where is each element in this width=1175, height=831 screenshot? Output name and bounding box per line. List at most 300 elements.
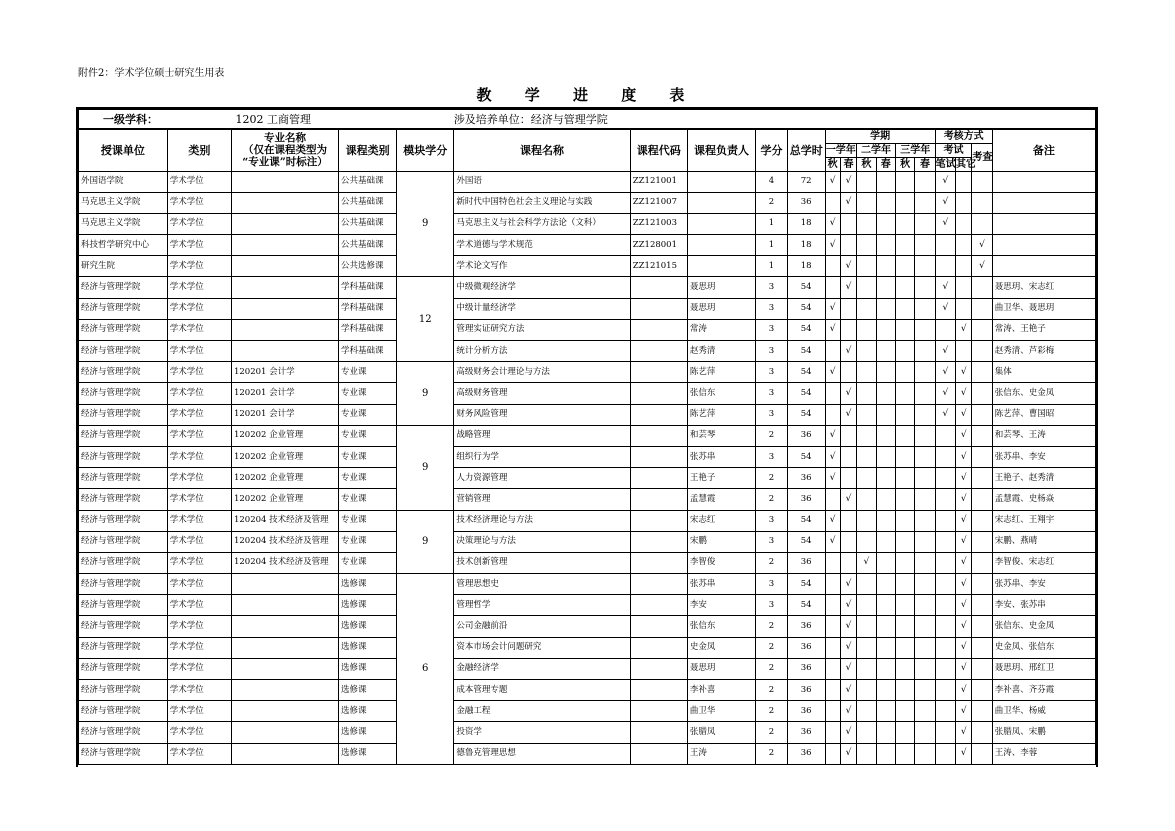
- cell-semester-y3-autumn: [895, 277, 914, 298]
- cell-unit: 马克思主义学院: [79, 192, 168, 213]
- cell-major: [231, 637, 338, 658]
- cell-semester-y3-autumn: [895, 341, 914, 362]
- cell-assess-check: [972, 362, 992, 383]
- cell-hours: 36: [787, 616, 825, 637]
- cell-semester-y1-autumn: [825, 658, 840, 679]
- cell-unit: 经济与管理学院: [79, 595, 168, 616]
- cell-semester-y1-spring: √: [840, 637, 856, 658]
- cell-remarks: 李补喜、齐芬霞: [992, 680, 1095, 701]
- table-row: [79, 362, 1096, 383]
- cell-unit: 经济与管理学院: [79, 468, 168, 489]
- cell-assess-written: [935, 256, 955, 277]
- cell-remarks: 宋鹏、燕晴: [992, 531, 1095, 552]
- cell-hours: 18: [787, 256, 825, 277]
- cell-hours: 54: [787, 531, 825, 552]
- cell-course-type: 公共选修课: [339, 256, 397, 277]
- cell-assess-check: [972, 531, 992, 552]
- cell-course-name: 外国语: [454, 171, 630, 192]
- cell-course-name: 人力资源管理: [454, 468, 630, 489]
- cell-credit: 1: [756, 256, 788, 277]
- cell-hours: 54: [787, 446, 825, 467]
- col-header-remarks: 备注: [992, 129, 1095, 171]
- cell-semester-y1-autumn: [825, 404, 840, 425]
- cell-major: [231, 680, 338, 701]
- cell-semester-y2-spring: [876, 595, 895, 616]
- cell-category: 学术学位: [167, 319, 231, 340]
- cell-semester-y1-autumn: [825, 489, 840, 510]
- cell-semester-y3-spring: [915, 595, 935, 616]
- cell-credit: 1: [756, 213, 788, 234]
- cell-semester-y3-spring: [915, 319, 935, 340]
- cell-assess-other: √: [956, 552, 972, 573]
- cell-semester-y3-spring: [915, 510, 935, 531]
- col-header-written: 笔试: [935, 158, 956, 170]
- cell-assess-other: [956, 192, 972, 213]
- cell-semester-y3-autumn: [895, 425, 914, 446]
- cell-assess-written: [935, 680, 955, 701]
- cell-course-type: 专业课: [339, 468, 397, 489]
- cell-remarks: 和芸琴、王涛: [992, 425, 1095, 446]
- cell-semester-y2-autumn: [857, 298, 876, 319]
- cell-teacher: [687, 171, 755, 192]
- cell-hours: 36: [787, 637, 825, 658]
- cell-code: [630, 510, 687, 531]
- cell-major: [231, 171, 338, 192]
- cell-semester-y3-autumn: [895, 722, 914, 743]
- cell-course-name: 学术道德与学术规范: [454, 235, 630, 256]
- cell-semester-y2-autumn: [857, 277, 876, 298]
- cell-semester-y2-spring: [876, 531, 895, 552]
- cell-semester-y1-autumn: √: [825, 446, 840, 467]
- cell-semester-y1-spring: √: [840, 256, 856, 277]
- cell-hours: 36: [787, 743, 825, 764]
- cell-assess-written: [935, 468, 955, 489]
- cell-semester-y3-autumn: [895, 213, 914, 234]
- cell-module-credit: 9: [397, 362, 454, 426]
- course-rows: [79, 171, 1096, 764]
- cell-hours: 18: [787, 235, 825, 256]
- cell-course-name: 新时代中国特色社会主义理论与实践: [454, 192, 630, 213]
- cell-semester-y2-spring: [876, 362, 895, 383]
- cell-semester-y2-autumn: [857, 192, 876, 213]
- cell-semester-y2-spring: [876, 171, 895, 192]
- cell-semester-y1-autumn: [825, 637, 840, 658]
- cell-unit: 研究生院: [79, 256, 168, 277]
- cell-course-type: 学科基础课: [339, 277, 397, 298]
- cell-semester-y1-spring: [840, 362, 856, 383]
- cell-credit: 2: [756, 743, 788, 764]
- cell-semester-y1-autumn: √: [825, 319, 840, 340]
- cell-semester-y1-autumn: √: [825, 468, 840, 489]
- cell-category: 学术学位: [167, 256, 231, 277]
- cell-credit: 2: [756, 468, 788, 489]
- cell-assess-check: [972, 213, 992, 234]
- cell-semester-y2-autumn: [857, 680, 876, 701]
- cell-semester-y2-autumn: [857, 574, 876, 595]
- cell-semester-y2-autumn: [857, 362, 876, 383]
- cell-assess-written: √: [935, 213, 955, 234]
- cell-semester-y1-autumn: [825, 383, 840, 404]
- cell-category: 学术学位: [167, 192, 231, 213]
- col-header-teacher: 课程负责人: [687, 129, 755, 171]
- cell-code: [630, 362, 687, 383]
- cell-major: [231, 341, 338, 362]
- cell-assess-written: √: [935, 383, 955, 404]
- cell-semester-y1-spring: √: [840, 680, 856, 701]
- cell-unit: 经济与管理学院: [79, 341, 168, 362]
- cell-remarks: 赵秀清、芦彩梅: [992, 341, 1095, 362]
- cell-code: [630, 277, 687, 298]
- cell-course-name: 资本市场会计问题研究: [454, 637, 630, 658]
- cell-credit: 2: [756, 680, 788, 701]
- cell-code: [630, 341, 687, 362]
- cell-assess-check: [972, 552, 992, 573]
- cell-assess-other: √: [956, 722, 972, 743]
- table-row: [79, 256, 1096, 277]
- cell-course-type: 选修课: [339, 616, 397, 637]
- cell-unit: 经济与管理学院: [79, 489, 168, 510]
- cell-major: [231, 298, 338, 319]
- cell-semester-y2-autumn: [857, 701, 876, 722]
- cell-credit: 3: [756, 383, 788, 404]
- cell-credit: 3: [756, 298, 788, 319]
- cell-assess-check: [972, 510, 992, 531]
- cell-remarks: 史金凤、张信东: [992, 637, 1095, 658]
- cell-course-name: 中级计量经济学: [454, 298, 630, 319]
- col-header-assessment: 考核方式: [935, 129, 992, 143]
- col-header-check: 考查: [972, 143, 992, 171]
- cell-credit: 3: [756, 446, 788, 467]
- cell-teacher: 陈艺萍: [687, 362, 755, 383]
- table-row: [79, 404, 1096, 425]
- cell-semester-y3-spring: [915, 616, 935, 637]
- cell-assess-written: [935, 743, 955, 764]
- col-header-y1-autumn: 秋: [825, 157, 840, 171]
- table-row: [79, 277, 1096, 298]
- cell-major: 120201 会计学: [231, 362, 338, 383]
- cell-assess-other: √: [956, 383, 972, 404]
- cell-hours: 36: [787, 680, 825, 701]
- cell-semester-y2-spring: [876, 213, 895, 234]
- cell-assess-other: [956, 235, 972, 256]
- cell-credit: 3: [756, 404, 788, 425]
- cell-remarks: 集体: [992, 362, 1095, 383]
- cell-credit: 2: [756, 192, 788, 213]
- cell-code: [630, 404, 687, 425]
- cell-remarks: [992, 213, 1095, 234]
- cell-teacher: 宋鹏: [687, 531, 755, 552]
- cell-assess-other: √: [956, 362, 972, 383]
- cell-assess-written: √: [935, 192, 955, 213]
- cell-hours: 54: [787, 383, 825, 404]
- cell-course-type: 选修课: [339, 595, 397, 616]
- cell-assess-written: [935, 701, 955, 722]
- cell-semester-y3-autumn: [895, 574, 914, 595]
- cell-semester-y3-spring: [915, 446, 935, 467]
- cell-assess-other: [956, 277, 972, 298]
- cell-code: ZZ128001: [630, 235, 687, 256]
- cell-assess-check: [972, 319, 992, 340]
- cell-semester-y3-autumn: [895, 404, 914, 425]
- cell-semester-y3-spring: [915, 235, 935, 256]
- table-row: [79, 446, 1096, 467]
- header-row-1: [79, 129, 1096, 143]
- cell-course-type: 公共基础课: [339, 235, 397, 256]
- cell-semester-y2-spring: [876, 552, 895, 573]
- cell-semester-y1-spring: √: [840, 192, 856, 213]
- cell-course-type: 选修课: [339, 722, 397, 743]
- cell-category: 学术学位: [167, 658, 231, 679]
- cell-remarks: 张腊凤、宋鹏: [992, 722, 1095, 743]
- cell-major: 120202 企业管理: [231, 468, 338, 489]
- cell-course-name: 投资学: [454, 722, 630, 743]
- cell-semester-y2-autumn: [857, 616, 876, 637]
- cell-semester-y2-autumn: [857, 595, 876, 616]
- cell-assess-written: [935, 552, 955, 573]
- cell-assess-check: [972, 743, 992, 764]
- cell-unit: 经济与管理学院: [79, 743, 168, 764]
- cell-semester-y1-spring: [840, 298, 856, 319]
- cell-semester-y1-spring: √: [840, 489, 856, 510]
- cell-semester-y1-autumn: [825, 680, 840, 701]
- cell-teacher: 宋志红: [687, 510, 755, 531]
- cell-semester-y2-autumn: [857, 425, 876, 446]
- cell-semester-y3-spring: [915, 192, 935, 213]
- cell-remarks: 聂思玥、邢红卫: [992, 658, 1095, 679]
- col-header-year1: 一学年: [825, 144, 856, 156]
- cell-assess-other: [956, 341, 972, 362]
- cell-unit: 经济与管理学院: [79, 277, 168, 298]
- table-row: [79, 319, 1096, 340]
- cell-semester-y3-spring: [915, 701, 935, 722]
- info-row: [79, 110, 1096, 130]
- cell-module-credit: 9: [397, 171, 454, 277]
- cell-semester-y3-autumn: [895, 552, 914, 573]
- cell-teacher: [687, 192, 755, 213]
- cell-assess-check: [972, 404, 992, 425]
- cell-semester-y1-autumn: [825, 722, 840, 743]
- cell-semester-y1-spring: √: [840, 171, 856, 192]
- cell-teacher: 王涛: [687, 743, 755, 764]
- cell-course-name: 高级财务会计理论与方法: [454, 362, 630, 383]
- cell-assess-check: [972, 658, 992, 679]
- cell-semester-y1-spring: √: [840, 277, 856, 298]
- cell-hours: 54: [787, 595, 825, 616]
- col-header-y2-spring: 春: [876, 157, 895, 171]
- cell-code: ZZ121003: [630, 213, 687, 234]
- col-header-y3-spring: 春: [915, 157, 935, 171]
- cell-semester-y1-spring: √: [840, 722, 856, 743]
- schedule-sheet: [76, 107, 1098, 767]
- cell-assess-written: √: [935, 277, 955, 298]
- cell-hours: 36: [787, 552, 825, 573]
- cell-hours: 54: [787, 574, 825, 595]
- cell-category: 学术学位: [167, 552, 231, 573]
- cell-remarks: 聂思玥、宋志红: [992, 277, 1095, 298]
- cell-credit: 3: [756, 341, 788, 362]
- cell-category: 学术学位: [167, 743, 231, 764]
- cell-course-name: 技术创新管理: [454, 552, 630, 573]
- cell-semester-y2-spring: [876, 574, 895, 595]
- major-header-line3: “专业课”时标注）: [242, 156, 328, 169]
- cell-unit: 经济与管理学院: [79, 446, 168, 467]
- cell-remarks: 曲卫华、聂思玥: [992, 298, 1095, 319]
- cell-course-name: 马克思主义与社会科学方法论（文科）: [454, 213, 630, 234]
- cell-major: [231, 574, 338, 595]
- cell-semester-y3-spring: [915, 404, 935, 425]
- cell-assess-other: √: [956, 595, 972, 616]
- col-header-other: 其它: [956, 158, 977, 170]
- cell-major: [231, 235, 338, 256]
- cell-semester-y1-autumn: [825, 277, 840, 298]
- cell-category: 学术学位: [167, 298, 231, 319]
- cell-course-type: 专业课: [339, 383, 397, 404]
- cell-semester-y1-spring: [840, 213, 856, 234]
- cell-assess-check: √: [972, 256, 992, 277]
- cell-semester-y3-autumn: [895, 701, 914, 722]
- cell-course-type: 公共基础课: [339, 192, 397, 213]
- cell-course-name: 管理哲学: [454, 595, 630, 616]
- cell-assess-written: [935, 616, 955, 637]
- cell-semester-y3-autumn: [895, 383, 914, 404]
- cell-credit: 4: [756, 171, 788, 192]
- cell-hours: 36: [787, 425, 825, 446]
- col-header-y2-autumn: 秋: [857, 157, 876, 171]
- cell-semester-y2-autumn: [857, 235, 876, 256]
- cell-remarks: 王艳子、赵秀清: [992, 468, 1095, 489]
- cell-category: 学术学位: [167, 277, 231, 298]
- training-unit: 涉及培养单位：经济与管理学院: [454, 110, 1096, 130]
- cell-assess-written: [935, 489, 955, 510]
- cell-assess-other: √: [956, 658, 972, 679]
- cell-assess-check: [972, 489, 992, 510]
- cell-teacher: 和芸琴: [687, 425, 755, 446]
- cell-category: 学术学位: [167, 213, 231, 234]
- cell-hours: 72: [787, 171, 825, 192]
- cell-course-type: 选修课: [339, 574, 397, 595]
- cell-semester-y1-autumn: [825, 256, 840, 277]
- cell-course-type: 选修课: [339, 701, 397, 722]
- cell-semester-y1-autumn: √: [825, 362, 840, 383]
- table-row: [79, 383, 1096, 404]
- cell-semester-y1-spring: √: [840, 341, 856, 362]
- cell-category: 学术学位: [167, 341, 231, 362]
- cell-teacher: 赵秀清: [687, 341, 755, 362]
- col-header-major: [231, 129, 338, 171]
- cell-hours: 54: [787, 319, 825, 340]
- table-row: [79, 425, 1096, 446]
- cell-semester-y3-spring: [915, 425, 935, 446]
- cell-semester-y2-autumn: [857, 468, 876, 489]
- cell-semester-y2-spring: [876, 658, 895, 679]
- cell-credit: 2: [756, 722, 788, 743]
- cell-course-type: 专业课: [339, 489, 397, 510]
- cell-semester-y1-spring: √: [840, 658, 856, 679]
- cell-credit: 3: [756, 574, 788, 595]
- cell-assess-check: [972, 341, 992, 362]
- cell-semester-y3-autumn: [895, 362, 914, 383]
- cell-semester-y1-autumn: [825, 552, 840, 573]
- cell-hours: 36: [787, 468, 825, 489]
- cell-assess-written: √: [935, 341, 955, 362]
- cell-hours: 54: [787, 298, 825, 319]
- cell-semester-y2-autumn: [857, 722, 876, 743]
- cell-code: [630, 722, 687, 743]
- cell-module-credit: 6: [397, 574, 454, 765]
- cell-hours: 36: [787, 701, 825, 722]
- cell-teacher: 史金凤: [687, 637, 755, 658]
- cell-course-type: 选修课: [339, 637, 397, 658]
- cell-teacher: 孟慧霞: [687, 489, 755, 510]
- cell-major: 120204 技术经济及管理: [231, 552, 338, 573]
- cell-assess-check: [972, 574, 992, 595]
- major-header-line1: 专业名称: [264, 132, 306, 145]
- cell-credit: 2: [756, 658, 788, 679]
- cell-assess-written: [935, 510, 955, 531]
- cell-course-name: 战略管理: [454, 425, 630, 446]
- cell-course-name: 营销管理: [454, 489, 630, 510]
- cell-category: 学术学位: [167, 235, 231, 256]
- cell-semester-y2-spring: [876, 446, 895, 467]
- cell-code: [630, 298, 687, 319]
- cell-assess-written: [935, 446, 955, 467]
- cell-semester-y2-spring: [876, 383, 895, 404]
- teaching-schedule-table: [78, 109, 1096, 765]
- table-row: [79, 192, 1096, 213]
- cell-code: [630, 574, 687, 595]
- cell-semester-y3-autumn: [895, 531, 914, 552]
- table-row: [79, 637, 1096, 658]
- cell-assess-other: √: [956, 743, 972, 764]
- cell-teacher: 李补喜: [687, 680, 755, 701]
- cell-code: [630, 595, 687, 616]
- col-header-module-credit: 模块学分: [397, 129, 454, 171]
- cell-semester-y3-spring: [915, 256, 935, 277]
- col-header-y3-autumn: 秋: [895, 157, 914, 171]
- cell-course-type: 学科基础课: [339, 341, 397, 362]
- cell-module-credit: 9: [397, 510, 454, 574]
- cell-credit: 2: [756, 552, 788, 573]
- cell-assess-written: [935, 658, 955, 679]
- cell-assess-written: [935, 425, 955, 446]
- cell-semester-y3-spring: [915, 552, 935, 573]
- cell-teacher: 常涛: [687, 319, 755, 340]
- cell-course-type: 专业课: [339, 531, 397, 552]
- cell-semester-y2-spring: [876, 319, 895, 340]
- cell-assess-check: [972, 425, 992, 446]
- cell-course-type: 公共基础课: [339, 213, 397, 234]
- cell-code: [630, 383, 687, 404]
- cell-hours: 36: [787, 722, 825, 743]
- cell-semester-y2-spring: [876, 298, 895, 319]
- cell-credit: 1: [756, 235, 788, 256]
- cell-semester-y1-autumn: [825, 341, 840, 362]
- cell-semester-y2-autumn: [857, 510, 876, 531]
- cell-semester-y2-autumn: [857, 743, 876, 764]
- cell-semester-y2-spring: [876, 468, 895, 489]
- cell-semester-y3-autumn: [895, 616, 914, 637]
- cell-code: [630, 701, 687, 722]
- cell-course-name: 组织行为学: [454, 446, 630, 467]
- cell-major: [231, 277, 338, 298]
- cell-teacher: 聂思玥: [687, 277, 755, 298]
- cell-semester-y3-autumn: [895, 489, 914, 510]
- cell-code: [630, 637, 687, 658]
- cell-remarks: [992, 192, 1095, 213]
- cell-code: [630, 489, 687, 510]
- cell-semester-y3-spring: [915, 171, 935, 192]
- table-row: [79, 531, 1096, 552]
